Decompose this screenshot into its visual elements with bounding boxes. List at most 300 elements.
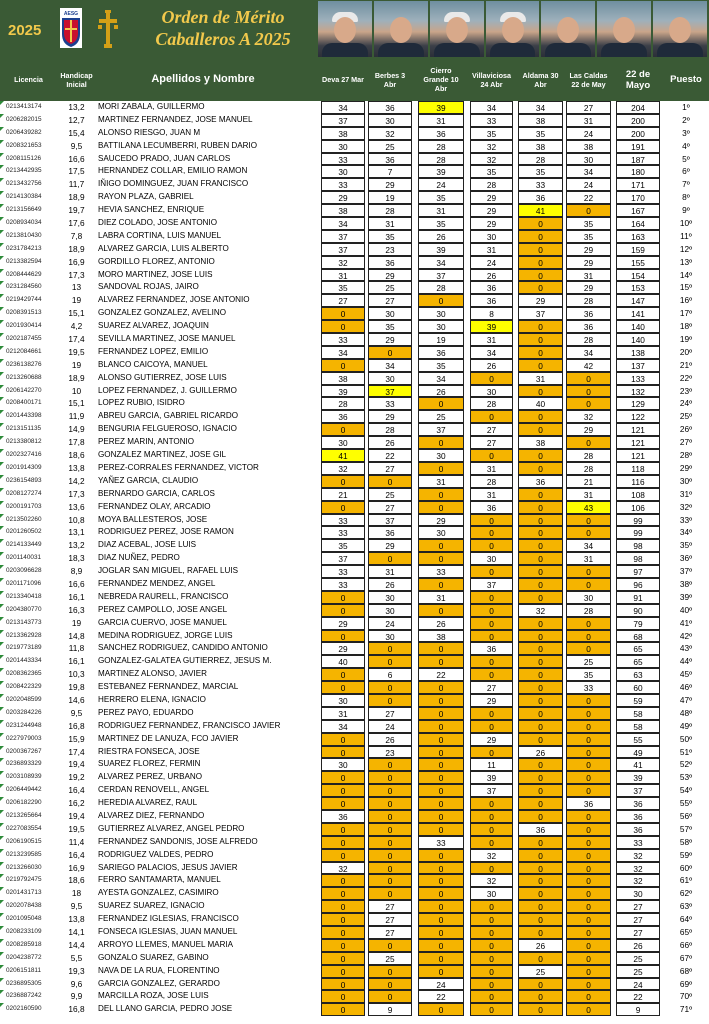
- puesto-cell: 21º: [679, 359, 693, 370]
- player-name: ALVAREZ DIEZ, FERNANDO: [98, 810, 205, 820]
- score-t3: 33: [418, 565, 464, 578]
- score-t4: 26: [470, 359, 513, 372]
- score-t5: 0: [518, 694, 563, 707]
- score-t6: 0: [566, 913, 611, 926]
- handicap-cell: 16,3: [68, 604, 85, 615]
- puesto-cell: 58º: [679, 836, 693, 847]
- score-t1: 41: [321, 449, 365, 462]
- score-t3: 38: [418, 630, 464, 643]
- licencia-cell: 0208422329: [0, 681, 57, 694]
- player-name: HEREDIA ALVAREZ, RAUL: [98, 798, 198, 808]
- licencia-cell: 0206282015: [0, 114, 57, 127]
- score-t4: 0: [470, 965, 513, 978]
- player-name: GORDILLO FLOREZ, ANTONIO: [98, 256, 215, 266]
- score-t1: 34: [321, 720, 365, 733]
- player-name: CERDAN RENOVELL, ANGEL: [98, 785, 210, 795]
- score-t6: 28: [566, 604, 611, 617]
- score-t5: 0: [518, 758, 563, 771]
- score-t2: 29: [368, 333, 412, 346]
- score-t4: 8: [470, 307, 513, 320]
- score-t2: 29: [368, 269, 412, 282]
- score-t5: 0: [518, 849, 563, 862]
- score-t4: 0: [470, 810, 513, 823]
- handicap-cell: 11,8: [68, 643, 85, 654]
- score-t2: 30: [368, 591, 412, 604]
- score-t2: 27: [368, 462, 412, 475]
- score-t5: 0: [518, 565, 563, 578]
- score-t5: 0: [518, 617, 563, 630]
- licencia-cell: 0213382594: [0, 256, 57, 269]
- licencia-cell: 0213380812: [0, 436, 57, 449]
- puesto-cell: 43º: [679, 643, 693, 654]
- total-cell: 129: [616, 397, 660, 410]
- score-t2: 9: [368, 1003, 412, 1016]
- score-t5: 0: [518, 681, 563, 694]
- score-t3: 26: [418, 385, 464, 398]
- score-t6: 36: [566, 307, 611, 320]
- score-t2: 27: [368, 926, 412, 939]
- total-cell: 49: [616, 746, 660, 759]
- score-t5: 40: [518, 397, 563, 410]
- licencia-cell: 0206142270: [0, 385, 57, 398]
- score-t1: 0: [321, 604, 365, 617]
- table-row: [0, 681, 709, 694]
- total-cell: 96: [616, 578, 660, 591]
- score-t3: 0: [418, 823, 464, 836]
- licencia-cell: 0236893329: [0, 758, 57, 771]
- player-name: SANCHEZ RODRIGUEZ, CANDIDO ANTONIO: [98, 643, 268, 653]
- puesto-cell: 2º: [682, 114, 690, 125]
- score-t6: 0: [566, 810, 611, 823]
- score-t4: 37: [470, 784, 513, 797]
- handicap-cell: 4,2: [70, 321, 83, 332]
- score-t4: 26: [470, 269, 513, 282]
- score-t5: 0: [518, 578, 563, 591]
- score-t2: 0: [368, 874, 412, 887]
- puesto-cell: 31º: [679, 488, 693, 499]
- handicap-cell: 7,8: [70, 230, 83, 241]
- col-puesto: Puesto: [670, 74, 702, 85]
- player-name: GUTIERREZ ALVAREZ, ANGEL PEDRO: [98, 823, 245, 833]
- player-name: GONZALO SUAREZ, GABINO: [98, 952, 209, 962]
- score-t5: 0: [518, 333, 563, 346]
- licencia-cell: 0202187455: [0, 333, 57, 346]
- score-t2: 30: [368, 114, 412, 127]
- score-t2: 36: [368, 101, 412, 114]
- score-t4: 29: [470, 733, 513, 746]
- player-name: FERNANDEZ MENDEZ, ANGEL: [98, 578, 216, 588]
- total-cell: 121: [616, 449, 660, 462]
- score-t5: 0: [518, 978, 563, 991]
- licencia-cell: 0203108939: [0, 771, 57, 784]
- score-t2: 25: [368, 281, 412, 294]
- score-t3: 0: [418, 797, 464, 810]
- total-cell: 58: [616, 707, 660, 720]
- handicap-cell: 19: [71, 295, 82, 306]
- puesto-cell: 9º: [682, 205, 690, 216]
- total-cell: 132: [616, 385, 660, 398]
- total-cell: 137: [616, 359, 660, 372]
- score-t1: 0: [321, 836, 365, 849]
- licencia-cell: 0200191703: [0, 501, 57, 514]
- handicap-cell: 16,6: [68, 153, 85, 164]
- handicap-cell: 16,6: [68, 578, 85, 589]
- licencia-cell: 0208321653: [0, 140, 57, 153]
- score-t3: 39: [418, 165, 464, 178]
- total-cell: 200: [616, 114, 660, 127]
- score-t3: 33: [418, 836, 464, 849]
- score-t6: 0: [566, 526, 611, 539]
- player-name: ABREU GARCIA, GABRIEL RICARDO: [98, 411, 239, 421]
- score-t5: 0: [518, 668, 563, 681]
- score-t1: 35: [321, 539, 365, 552]
- score-t3: 0: [418, 965, 464, 978]
- handicap-cell: 19,7: [68, 205, 85, 216]
- score-t3: 36: [418, 127, 464, 140]
- licencia-cell: 0213156649: [0, 204, 57, 217]
- handicap-cell: 14,9: [68, 424, 85, 435]
- score-t6: 0: [566, 823, 611, 836]
- score-t1: 29: [321, 191, 365, 204]
- score-t4: 0: [470, 372, 513, 385]
- puesto-cell: 12º: [679, 243, 693, 254]
- puesto-cell: 3º: [682, 127, 690, 138]
- handicap-cell: 15,1: [68, 308, 85, 319]
- score-t6: 0: [566, 978, 611, 991]
- table-row: [0, 436, 709, 449]
- licencia-cell: 0206439282: [0, 127, 57, 140]
- licencia-cell: 0213432756: [0, 178, 57, 191]
- col-total: 22 de Mayo: [625, 68, 651, 91]
- score-t1: 0: [321, 320, 365, 333]
- licencia-cell: 0219773189: [0, 642, 57, 655]
- licencia-cell: 0236887242: [0, 990, 57, 1003]
- puesto-cell: 63º: [679, 901, 693, 912]
- puesto-cell: 55º: [679, 798, 693, 809]
- score-t6: 34: [566, 539, 611, 552]
- player-photo: [541, 1, 595, 57]
- player-photo: [430, 1, 484, 57]
- score-t2: 0: [368, 862, 412, 875]
- score-t3: 0: [418, 874, 464, 887]
- puesto-cell: 7º: [682, 179, 690, 190]
- total-cell: 63: [616, 668, 660, 681]
- total-cell: 140: [616, 333, 660, 346]
- puesto-cell: 23º: [679, 385, 693, 396]
- col-t5: Aldama 30 Abr: [522, 70, 559, 89]
- handicap-cell: 17,4: [68, 746, 85, 757]
- score-t2: 30: [368, 307, 412, 320]
- total-cell: 133: [616, 372, 660, 385]
- total-cell: 79: [616, 617, 660, 630]
- score-t6: 0: [566, 565, 611, 578]
- puesto-cell: 50º: [679, 733, 693, 744]
- score-t3: 0: [418, 810, 464, 823]
- puesto-cell: 18º: [679, 321, 693, 332]
- puesto-cell: 33º: [679, 514, 693, 525]
- title-line-1: Orden de Mérito: [161, 7, 285, 27]
- score-t3: 0: [418, 552, 464, 565]
- puesto-cell: 60º: [679, 862, 693, 873]
- table-row: [0, 359, 709, 372]
- score-t2: 35: [368, 320, 412, 333]
- handicap-cell: 10,3: [68, 669, 85, 680]
- puesto-cell: 65º: [679, 927, 693, 937]
- score-t2: 0: [368, 810, 412, 823]
- player-name: SANDOVAL ROJAS, JAIRO: [98, 282, 199, 292]
- player-name: SAUCEDO PRADO, JUAN CARLOS: [98, 153, 231, 163]
- score-t3: 34: [418, 372, 464, 385]
- player-name: PEREZ PAYO, EDUARDO: [98, 707, 194, 717]
- total-cell: 108: [616, 488, 660, 501]
- score-t4: 31: [470, 488, 513, 501]
- score-t4: 0: [470, 862, 513, 875]
- puesto-cell: 38º: [679, 578, 693, 589]
- handicap-cell: 16,2: [68, 798, 85, 809]
- score-t1: 30: [321, 436, 365, 449]
- score-t1: 32: [321, 862, 365, 875]
- score-t6: 28: [566, 462, 611, 475]
- score-t4: 0: [470, 591, 513, 604]
- player-name: LABRA CORTINA, LUIS MANUEL: [98, 230, 222, 240]
- handicap-cell: 17,3: [68, 488, 85, 499]
- score-t2: 0: [368, 681, 412, 694]
- col-t2: Berbes 3 Abr: [374, 70, 406, 89]
- score-t4: 0: [470, 617, 513, 630]
- handicap-cell: 19,4: [68, 759, 85, 770]
- puesto-cell: 70º: [679, 991, 693, 1002]
- score-t3: 0: [418, 758, 464, 771]
- score-t1: 34: [321, 101, 365, 114]
- score-t5: 0: [518, 359, 563, 372]
- licencia-cell: 0208127274: [0, 488, 57, 501]
- handicap-cell: 16,1: [68, 656, 85, 667]
- score-t5: 0: [518, 862, 563, 875]
- puesto-cell: 24º: [679, 398, 693, 409]
- score-t5: 36: [518, 475, 563, 488]
- handicap-cell: 18: [71, 888, 82, 899]
- puesto-cell: 17º: [679, 308, 693, 319]
- score-t6: 33: [566, 681, 611, 694]
- player-name: ESTEBANEZ FERNANDEZ, MARCIAL: [98, 682, 239, 692]
- player-name: MARCILLA ROZA, JOSE LUIS: [98, 991, 209, 1001]
- score-t5: 36: [518, 191, 563, 204]
- score-t3: 0: [418, 694, 464, 707]
- score-t6: 31: [566, 552, 611, 565]
- score-t3: 0: [418, 887, 464, 900]
- score-t3: 25: [418, 410, 464, 423]
- score-t1: 33: [321, 565, 365, 578]
- licencia-cell: 0213810430: [0, 230, 57, 243]
- score-t3: 22: [418, 990, 464, 1003]
- table-row: [0, 127, 709, 140]
- score-t3: 0: [418, 1003, 464, 1016]
- score-t1: 38: [321, 204, 365, 217]
- score-t2: 26: [368, 578, 412, 591]
- player-name: SUAREZ ALVAREZ, JOAQUIN: [98, 321, 209, 331]
- licencia-cell: 0214130384: [0, 191, 57, 204]
- score-t6: 36: [566, 320, 611, 333]
- score-t4: 0: [470, 630, 513, 643]
- table-row: [0, 887, 709, 900]
- score-t2: 0: [368, 836, 412, 849]
- table-row: [0, 101, 709, 114]
- table-row: [0, 578, 709, 591]
- score-t2: 28: [368, 204, 412, 217]
- score-t4: 33: [470, 114, 513, 127]
- handicap-cell: 11,4: [68, 836, 85, 847]
- score-t1: 36: [321, 410, 365, 423]
- score-t2: 0: [368, 849, 412, 862]
- score-t5: 0: [518, 281, 563, 294]
- total-cell: 27: [616, 926, 660, 939]
- puesto-cell: 52º: [679, 759, 693, 770]
- total-cell: 60: [616, 681, 660, 694]
- table-row: [0, 526, 709, 539]
- score-t4: 29: [470, 217, 513, 230]
- table-row: [0, 256, 709, 269]
- handicap-cell: 16,1: [68, 591, 85, 602]
- player-name: MORO MARTINEZ, JOSE LUIS: [98, 269, 213, 279]
- score-t5: 0: [518, 900, 563, 913]
- handicap-cell: 15,1: [68, 398, 85, 409]
- handicap-cell: 18,9: [68, 192, 85, 203]
- score-t6: 0: [566, 204, 611, 217]
- player-name: RODRIGUEZ FERNANDEZ, FRANCISCO JAVIER: [98, 720, 281, 730]
- score-t4: 39: [470, 320, 513, 333]
- score-t4: 29: [470, 694, 513, 707]
- score-t5: 0: [518, 733, 563, 746]
- handicap-cell: 13: [71, 282, 82, 293]
- score-t3: 0: [418, 294, 464, 307]
- handicap-cell: 17,5: [68, 166, 85, 177]
- score-t1: 0: [321, 501, 365, 514]
- handicap-cell: 19,8: [68, 682, 85, 693]
- score-t5: 0: [518, 243, 563, 256]
- score-t1: 0: [321, 797, 365, 810]
- score-t6: 34: [566, 165, 611, 178]
- total-cell: 65: [616, 655, 660, 668]
- score-t3: 0: [418, 488, 464, 501]
- handicap-cell: 5,5: [70, 952, 83, 963]
- score-t6: 34: [566, 346, 611, 359]
- score-t6: 31: [566, 488, 611, 501]
- licencia-cell: 0236154893: [0, 475, 57, 488]
- player-photos: [318, 1, 709, 57]
- score-t4: 0: [470, 836, 513, 849]
- handicap-cell: 13,2: [68, 540, 85, 551]
- score-t1: 34: [321, 217, 365, 230]
- total-cell: 164: [616, 217, 660, 230]
- score-t4: 0: [470, 604, 513, 617]
- total-cell: 118: [616, 462, 660, 475]
- score-t4: 0: [470, 707, 513, 720]
- score-t2: 0: [368, 823, 412, 836]
- score-t2: 28: [368, 423, 412, 436]
- score-t5: 0: [518, 462, 563, 475]
- score-t4: 31: [470, 333, 513, 346]
- total-cell: 97: [616, 565, 660, 578]
- licencia-cell: 0204380770: [0, 604, 57, 617]
- score-t6: 0: [566, 758, 611, 771]
- handicap-cell: 17,6: [68, 218, 85, 229]
- handicap-cell: 18,3: [68, 553, 85, 564]
- score-t4: 28: [470, 397, 513, 410]
- score-t2: 27: [368, 501, 412, 514]
- score-t5: 33: [518, 178, 563, 191]
- score-t4: 24: [470, 256, 513, 269]
- player-name: ALONSO RIESGO, JUAN M: [98, 127, 201, 137]
- total-cell: 98: [616, 539, 660, 552]
- table-row: [0, 191, 709, 204]
- score-t5: 35: [518, 165, 563, 178]
- table-row: [0, 449, 709, 462]
- total-cell: 68: [616, 630, 660, 643]
- player-name: PEREZ CAMPOLLO, JOSE ANGEL: [98, 604, 228, 614]
- score-t4: 29: [470, 204, 513, 217]
- table-row: [0, 900, 709, 913]
- total-cell: 191: [616, 140, 660, 153]
- score-t6: 0: [566, 720, 611, 733]
- table-row: [0, 668, 709, 681]
- licencia-cell: 0213442935: [0, 165, 57, 178]
- total-cell: 170: [616, 191, 660, 204]
- score-t5: 0: [518, 256, 563, 269]
- score-t3: 39: [418, 101, 464, 114]
- table-row: [0, 849, 709, 862]
- score-t3: 0: [418, 849, 464, 862]
- puesto-cell: 41º: [679, 617, 693, 628]
- score-t4: 0: [470, 746, 513, 759]
- total-cell: 167: [616, 204, 660, 217]
- score-t3: 31: [418, 475, 464, 488]
- table-row: [0, 1003, 709, 1016]
- handicap-cell: 14,6: [68, 694, 85, 705]
- score-t3: 19: [418, 333, 464, 346]
- score-t6: 21: [566, 475, 611, 488]
- table-row: [0, 552, 709, 565]
- score-t2: 25: [368, 952, 412, 965]
- score-t6: 0: [566, 887, 611, 900]
- licencia-cell: 0208233109: [0, 926, 57, 939]
- score-t3: 37: [418, 423, 464, 436]
- player-name: FERNANDEZ IGLESIAS, FRANCISCO: [98, 914, 239, 924]
- total-cell: 37: [616, 784, 660, 797]
- total-cell: 32: [616, 849, 660, 862]
- player-name: DIAZ NUÑEZ, PEDRO: [98, 553, 180, 563]
- table-row: [0, 965, 709, 978]
- score-t5: 0: [518, 346, 563, 359]
- score-t1: 29: [321, 642, 365, 655]
- score-t6: 0: [566, 1003, 611, 1016]
- score-t4: 39: [470, 771, 513, 784]
- score-t1: 0: [321, 307, 365, 320]
- puesto-cell: 36º: [679, 553, 693, 564]
- licencia-cell: 0200367267: [0, 746, 57, 759]
- handicap-cell: 19: [71, 359, 82, 370]
- score-t5: 0: [518, 913, 563, 926]
- score-t4: 28: [470, 475, 513, 488]
- puesto-cell: 61º: [679, 875, 693, 886]
- licencia-cell: 0212084661: [0, 346, 57, 359]
- score-t2: 0: [368, 475, 412, 488]
- score-t5: 0: [518, 1003, 563, 1016]
- licencia-cell: 0201171096: [0, 578, 57, 591]
- score-t4: 32: [470, 874, 513, 887]
- score-t2: 22: [368, 449, 412, 462]
- table-row: [0, 874, 709, 887]
- licencia-cell: 0213151135: [0, 423, 57, 436]
